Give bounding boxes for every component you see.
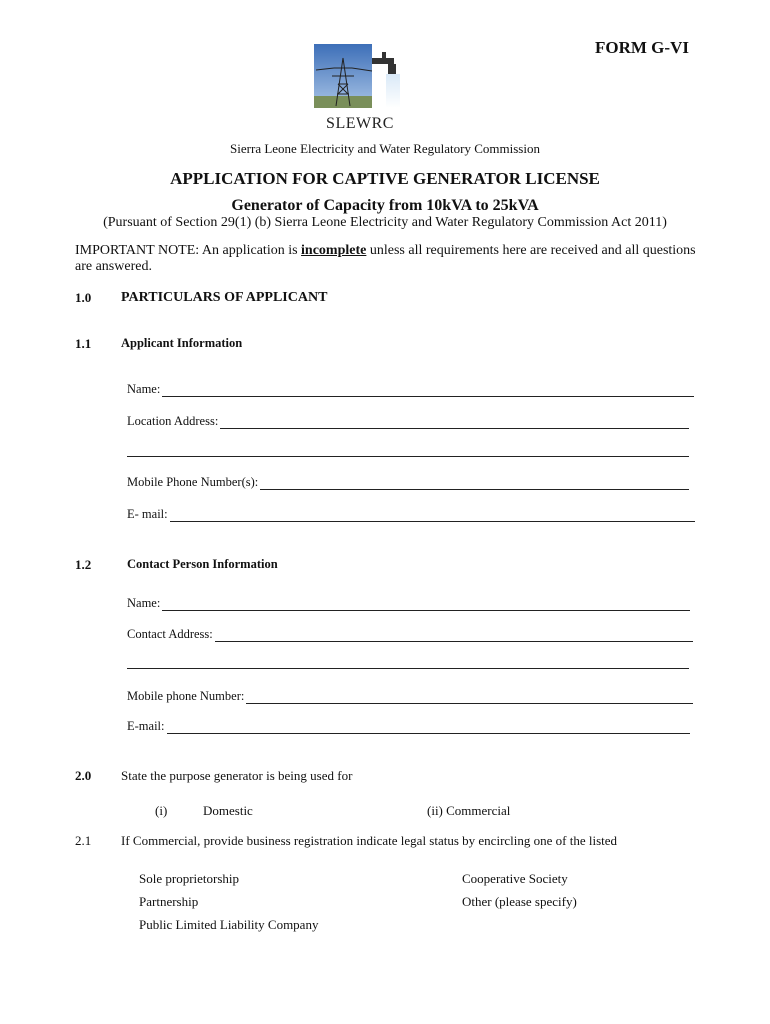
applicant-location-extra-field[interactable]: [127, 446, 689, 457]
contact-address-line[interactable]: [215, 631, 693, 642]
section-1-title: PARTICULARS OF APPLICANT: [121, 290, 328, 305]
applicant-location-line[interactable]: [220, 418, 689, 429]
contact-email-line[interactable]: [167, 723, 691, 734]
status-cooperative-society[interactable]: Cooperative Society: [462, 871, 568, 886]
note-emphasis: incomplete: [301, 243, 367, 258]
contact-email-field[interactable]: [127, 719, 690, 734]
important-note: [75, 243, 705, 275]
section-2-1-question: If Commercial, provide business registration indicate legal status by encircling one of the listed: [121, 833, 618, 848]
commission-name: Sierra Leone Electricity and Water Regulatory Commission: [230, 141, 540, 156]
contact-mobile-field[interactable]: [127, 689, 693, 704]
logo-graphic: [312, 44, 408, 134]
section-2-1-number: 2.1: [75, 833, 92, 848]
section-1-number: 1.0: [75, 290, 92, 305]
slewrc-logo: [312, 44, 408, 134]
applicant-location-field[interactable]: [127, 414, 689, 429]
form-title: APPLICATION FOR CAPTIVE GENERATOR LICENSE: [170, 169, 600, 188]
contact-email-label: E-mail:: [127, 719, 165, 733]
applicant-email-label: E- mail:: [127, 507, 168, 521]
applicant-name-label: Name:: [127, 382, 161, 396]
contact-name-line[interactable]: [162, 600, 690, 611]
status-other[interactable]: Other (please specify): [462, 894, 577, 909]
applicant-mobile-field[interactable]: [127, 475, 689, 490]
applicant-name-field[interactable]: [127, 382, 694, 397]
option-domestic[interactable]: Domestic: [203, 803, 253, 818]
contact-address-extra-field[interactable]: [127, 658, 689, 669]
status-plc[interactable]: Public Limited Liability Company: [139, 917, 319, 932]
subsection-1-1-number: 1.1: [75, 336, 92, 351]
applicant-email-field[interactable]: [127, 507, 695, 522]
subsection-1-2-title: Contact Person Information: [127, 557, 278, 571]
contact-address-field[interactable]: [127, 627, 693, 642]
contact-mobile-label: Mobile phone Number:: [127, 689, 245, 703]
pursuant-text: (Pursuant of Section 29(1) (b) Sierra Leone Electricity and Water Regulatory Commission Act 2011): [103, 215, 667, 230]
applicant-email-line[interactable]: [170, 511, 695, 522]
svg-text:SLEWRC: SLEWRC: [326, 115, 394, 132]
option-commercial[interactable]: (ii) Commercial: [427, 803, 511, 818]
contact-address-extra-line[interactable]: [127, 658, 689, 669]
form-code: FORM G-VI: [595, 38, 689, 57]
subsection-1-2-number: 1.2: [75, 557, 92, 572]
contact-name-label: Name:: [127, 596, 161, 610]
subsection-1-1-title: Applicant Information: [121, 336, 243, 350]
status-sole-proprietorship[interactable]: Sole proprietorship: [139, 871, 240, 886]
section-2-question: State the purpose generator is being used for: [121, 768, 353, 783]
section-2-number: 2.0: [75, 768, 92, 783]
contact-address-label: Contact Address:: [127, 627, 213, 641]
applicant-name-line[interactable]: [162, 386, 694, 397]
contact-mobile-line[interactable]: [246, 693, 693, 704]
option-1-number: (i): [155, 803, 168, 818]
applicant-location-label: Location Address:: [127, 414, 219, 428]
applicant-mobile-line[interactable]: [260, 479, 689, 490]
note-prefix: IMPORTANT NOTE: An application is: [75, 243, 302, 258]
applicant-location-extra-line[interactable]: [127, 446, 689, 457]
note-suffix: unless all requirements here are received and all questions are answered.: [75, 243, 696, 274]
contact-name-field[interactable]: [127, 596, 690, 611]
applicant-mobile-label: Mobile Phone Number(s):: [127, 475, 259, 489]
status-partnership[interactable]: Partnership: [139, 894, 199, 909]
form-subtitle: Generator of Capacity from 10kVA to 25kVA: [231, 197, 539, 214]
